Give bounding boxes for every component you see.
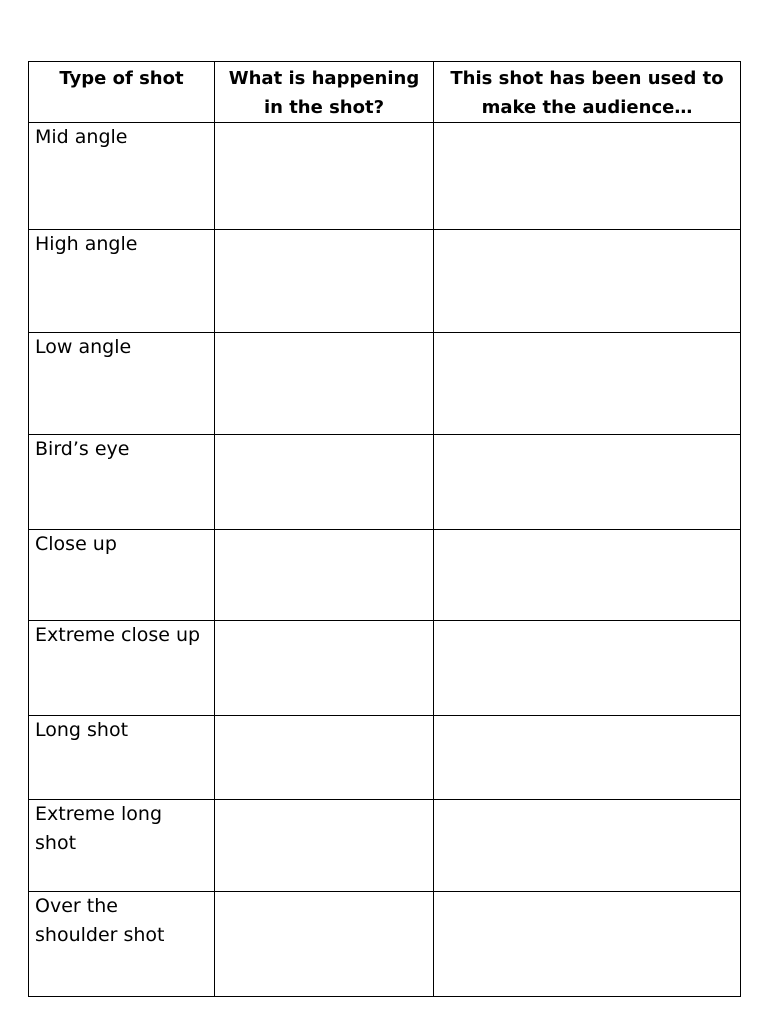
- shot-type-label: Bird’s eye: [35, 438, 130, 460]
- shot-type-label: Extreme close up: [35, 624, 201, 646]
- header-line: This shot has been used to: [450, 68, 724, 89]
- worksheet: [28, 61, 740, 997]
- camera-shots-table: [28, 61, 741, 997]
- happening-answer-cell[interactable]: [215, 333, 434, 435]
- shot-type-cell: [29, 800, 215, 892]
- effect-answer-cell[interactable]: [434, 230, 741, 333]
- shot-type-cell: [29, 333, 215, 435]
- shot-type-cell: [29, 530, 215, 621]
- shot-type-cell: [29, 621, 215, 716]
- table-row: [29, 435, 741, 530]
- header-line: What is happening: [228, 68, 420, 89]
- happening-answer-cell[interactable]: [215, 530, 434, 621]
- shot-type-label: Low angle: [35, 336, 132, 358]
- effect-answer-cell[interactable]: [434, 800, 741, 892]
- shot-type-cell: [29, 123, 215, 230]
- header-line: in the shot?: [263, 97, 385, 118]
- header-line: Type of shot: [59, 68, 184, 89]
- effect-answer-cell[interactable]: [434, 892, 741, 997]
- shot-type-label: Long shot: [35, 719, 129, 741]
- header-type-of-shot: [29, 62, 215, 123]
- table-row: [29, 530, 741, 621]
- shot-type-cell: [29, 435, 215, 530]
- shot-type-label-line: shot: [35, 832, 77, 854]
- effect-answer-cell[interactable]: [434, 530, 741, 621]
- shot-type-label: High angle: [35, 233, 138, 255]
- table-row: [29, 621, 741, 716]
- effect-answer-cell[interactable]: [434, 435, 741, 530]
- shot-type-cell: [29, 892, 215, 997]
- table-row: [29, 123, 741, 230]
- table-row: [29, 716, 741, 800]
- table-row: [29, 892, 741, 997]
- header-what-is-happening: [215, 62, 434, 123]
- table-row: [29, 800, 741, 892]
- shot-type-cell: [29, 716, 215, 800]
- shot-type-label-line: Extreme long: [35, 803, 163, 825]
- table-row: [29, 230, 741, 333]
- happening-answer-cell[interactable]: [215, 621, 434, 716]
- shot-type-label-line: Over the: [35, 895, 118, 917]
- happening-answer-cell[interactable]: [215, 716, 434, 800]
- header-line: make the audience…: [481, 97, 693, 118]
- effect-answer-cell[interactable]: [434, 716, 741, 800]
- happening-answer-cell[interactable]: [215, 123, 434, 230]
- header-audience-effect: [434, 62, 741, 123]
- effect-answer-cell[interactable]: [434, 333, 741, 435]
- table-row: [29, 333, 741, 435]
- header-row: [29, 62, 741, 123]
- shot-type-label: Mid angle: [35, 126, 128, 148]
- effect-answer-cell[interactable]: [434, 123, 741, 230]
- happening-answer-cell[interactable]: [215, 892, 434, 997]
- shot-type-label-line: shoulder shot: [35, 924, 165, 946]
- happening-answer-cell[interactable]: [215, 435, 434, 530]
- happening-answer-cell[interactable]: [215, 800, 434, 892]
- shot-type-label: Close up: [35, 533, 117, 555]
- happening-answer-cell[interactable]: [215, 230, 434, 333]
- shot-type-cell: [29, 230, 215, 333]
- effect-answer-cell[interactable]: [434, 621, 741, 716]
